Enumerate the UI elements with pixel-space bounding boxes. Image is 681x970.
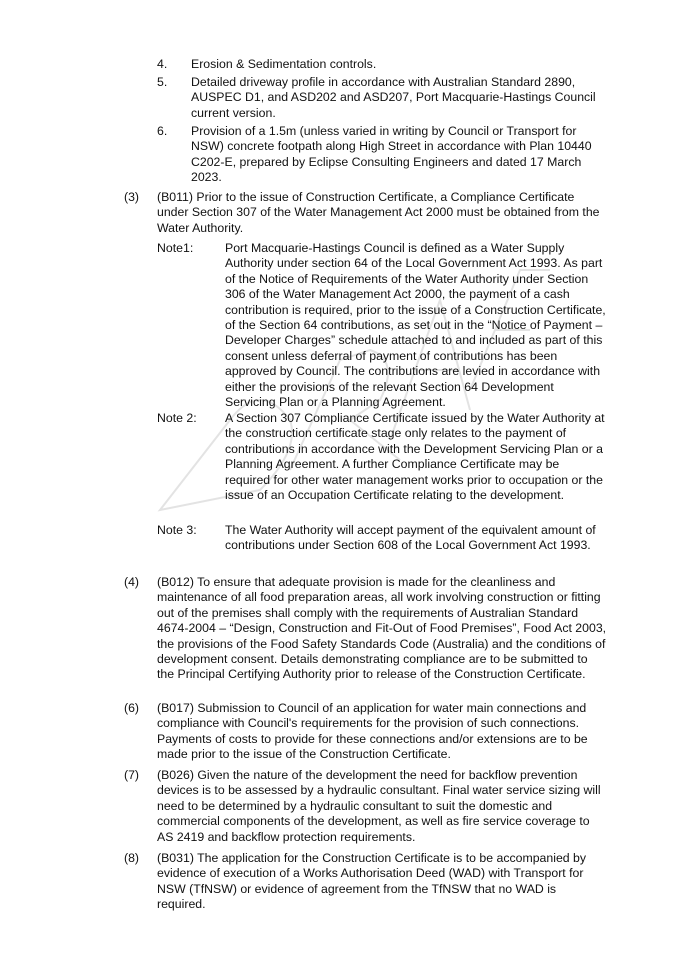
item-text: Detailed driveway profile in accordance with Australian Standard 2890, AUSPEC D1, and ASD202 and ASD207, Port Macquarie-Hastings Council current version. (191, 75, 596, 120)
condition-text: (B017) Submission to Council of an application for water main connections and compliance with Council's requirements for the provision of such connections. Payments of costs to provide for these connections and/or extensions are to be made prior to the issue of the Construction Certificate. (157, 701, 588, 762)
condition-number: (7) (124, 768, 140, 782)
condition-number: (8) (124, 851, 140, 865)
note-text: A Section 307 Compliance Certificate issued by the Water Authority at the construction certificate stage only relates to the payment of contributions in accordance with the Development Servicing Plan or a Planning Agreement. A further Compliance Certificate may be required for other water management works prior to occupation or the issue of an Occupation Certificate relating to the development. (225, 411, 605, 503)
item-number: 6. (157, 124, 168, 138)
note-text: Port Macquarie-Hastings Council is defined as a Water Supply Authority under section 64 of the Local Government Act 1993. As part of the Notice of Requirements of the Water Authority under Section 306 of the Water Management Act 2000, the payment of a cash contribution is required, prior to the issue of a Construction Certificate, of the Section 64 contributions, as set out in the “Notice of Payment – Developer Charges” schedule attached to and included as part of this consent unless deferral of payment of contributions has been approved by Council. The contributions are levied in accordance with either the provisions of the relevant Section 64 Development Servicing Plan or a Planning Agreement. (225, 241, 606, 410)
condition-text: (B031) The application for the Construction Certificate is to be accompanied by evidence of execution of a Works Authorisation Deed (WAD) with Transport for NSW (TfNSW) or evidence of agreement from the TfNSW that no WAD is required. (157, 851, 587, 912)
note-text: The Water Authority will accept payment of the equivalent amount of contributions under Section 608 of the Local Government Act 1993. (225, 523, 596, 553)
note-label: Note 2: (157, 411, 197, 425)
item-number: 5. (157, 75, 168, 89)
condition-number: (3) (124, 190, 140, 204)
item-number: 4. (157, 57, 168, 71)
item-text: Erosion & Sedimentation controls. (191, 57, 377, 71)
condition-text: (B011) Prior to the issue of Construction Certificate, a Compliance Certificate under Section 307 of the Water Management Act 2000 must be obtained from the Water Authority. (157, 190, 600, 235)
condition-number: (6) (124, 701, 140, 715)
note-label: Note 3: (157, 523, 197, 537)
item-text: Provision of a 1.5m (unless varied in writing by Council or Transport for NSW) concrete footpath along High Street in accordance with Plan 10440 C202-E, prepared by Eclipse Consulting Engineers and dated 17 March 2023. (191, 124, 592, 185)
condition-number: (4) (124, 575, 140, 589)
condition-text: (B026) Given the nature of the development the need for backflow prevention devices is to be assessed by a hydraulic consultant. Final water service sizing will need to be determined by a hydraulic consultant to suit the domestic and commercial components of the development, as well as fire service coverage to AS 2419 and backflow protection requirements. (157, 768, 601, 844)
note-label: Note1: (157, 241, 194, 255)
condition-text: (B012) To ensure that adequate provision is made for the cleanliness and maintenance of all food preparation areas, all work involving construction or fitting out of the premises shall comply with the requirements of Australian Standard 4674-2004 – “Design, Construction and Fit-Out of Food Premises”, Food Act 2003, the provisions of the Food Safety Standards Code (Australia) and the conditions of development consent. Details demonstrating compliance are to be submitted to the Principal Certifying Authority prior to release of the Construction Certificate. (157, 575, 607, 682)
